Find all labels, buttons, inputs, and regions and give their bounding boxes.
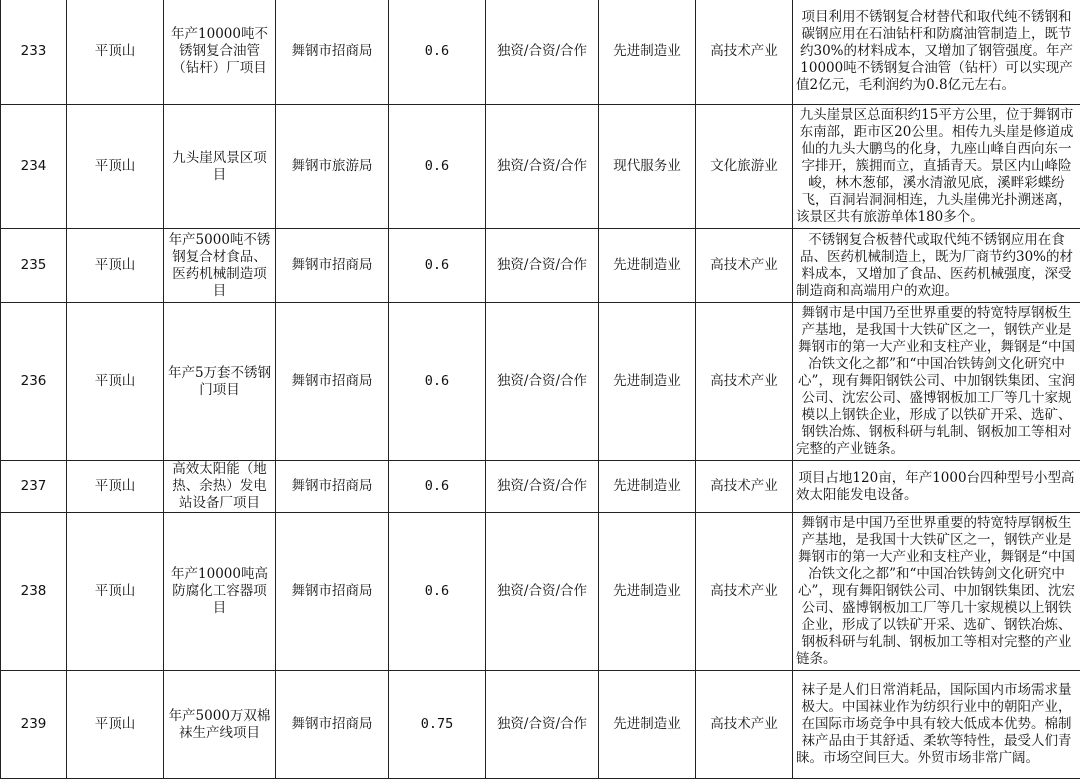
row-city: 平顶山 [67, 461, 164, 513]
row-amount: 0.75 [389, 671, 486, 779]
row-city: 平顶山 [67, 303, 164, 461]
row-sector: 先进制造业 [599, 671, 696, 779]
table-row [1, 303, 1080, 461]
row-amount: 0.6 [389, 105, 486, 229]
row-amount: 0.6 [389, 303, 486, 461]
table-row [1, 461, 1080, 513]
row-project-name: 高效太阳能（地热、余热）发电站设备厂项目 [164, 461, 276, 513]
row-category: 文化旅游业 [696, 105, 793, 229]
row-sector: 先进制造业 [599, 513, 696, 671]
row-department: 舞钢市招商局 [276, 229, 389, 303]
row-project-name: 九头崖风景区项目 [164, 105, 276, 229]
row-sector: 现代服务业 [599, 105, 696, 229]
row-project-name: 年产10000吨不锈钢复合油管（钻杆）厂项目 [164, 0, 276, 105]
row-cooperation-mode: 独资/合资/合作 [486, 229, 599, 303]
row-city: 平顶山 [67, 105, 164, 229]
row-department: 舞钢市招商局 [276, 671, 389, 779]
row-category: 高技术产业 [696, 513, 793, 671]
row-cooperation-mode: 独资/合资/合作 [486, 303, 599, 461]
row-department: 舞钢市招商局 [276, 461, 389, 513]
row-description: 项目占地120亩，年产1000台四种型号小型高效太阳能发电设备。 [793, 461, 1080, 513]
row-sector: 先进制造业 [599, 229, 696, 303]
row-description: 项目利用不锈钢复合材替代和取代纯不锈钢和碳钢应用在石油钻杆和防腐油管制造上，既节约30%的材料成本，又增加了钢管强度。年产10000吨不锈钢复合油管（钻杆）可以实现产值2亿元，毛利润约为0.8亿元左右。 [793, 0, 1080, 105]
table-row [1, 229, 1080, 303]
row-category: 高技术产业 [696, 303, 793, 461]
row-amount: 0.6 [389, 513, 486, 671]
row-id: 234 [1, 105, 67, 229]
row-category: 高技术产业 [696, 0, 793, 105]
row-cooperation-mode: 独资/合资/合作 [486, 0, 599, 105]
row-city: 平顶山 [67, 229, 164, 303]
row-cooperation-mode: 独资/合资/合作 [486, 671, 599, 779]
row-amount: 0.6 [389, 229, 486, 303]
row-id: 237 [1, 461, 67, 513]
table-row [1, 0, 1080, 105]
row-sector: 先进制造业 [599, 461, 696, 513]
row-category: 高技术产业 [696, 229, 793, 303]
row-cooperation-mode: 独资/合资/合作 [486, 513, 599, 671]
row-city: 平顶山 [67, 671, 164, 779]
row-description: 舞钢市是中国乃至世界重要的特宽特厚钢板生产基地，是我国十大铁矿区之一，钢铁产业是舞钢市的第一大产业和支柱产业，舞钢是“中国冶铁文化之都”和“中国冶铁铸剑文化研究中心”，现有舞阳钢铁公司、中加钢铁集团、宝润公司、沈宏公司、盛博钢板加工厂等几十家规模以上钢铁企业，形成了以铁矿开采、选矿、钢铁冶炼、钢板科研与轧制、钢板加工等相对完整的产业链条。 [793, 303, 1080, 461]
row-cooperation-mode: 独资/合资/合作 [486, 105, 599, 229]
row-category: 高技术产业 [696, 671, 793, 779]
row-project-name: 年产10000吨高防腐化工容器项目 [164, 513, 276, 671]
row-category: 高技术产业 [696, 461, 793, 513]
row-project-name: 年产5000吨不锈钢复合材食品、医药机械制造项目 [164, 229, 276, 303]
row-department: 舞钢市旅游局 [276, 105, 389, 229]
row-id: 238 [1, 513, 67, 671]
row-amount: 0.6 [389, 461, 486, 513]
row-id: 239 [1, 671, 67, 779]
row-city: 平顶山 [67, 0, 164, 105]
row-id: 236 [1, 303, 67, 461]
row-description: 袜子是人们日常消耗品，国际国内市场需求量极大。中国袜业作为纺织行业中的朝阳产业，在国际市场竞争中具有较大低成本优势。棉制袜产品由于其舒适、柔软等特性，最受人们青睐。市场空间巨大。外贸市场非常广阔。 [793, 671, 1080, 779]
row-project-name: 年产5万套不锈钢门项目 [164, 303, 276, 461]
row-department: 舞钢市招商局 [276, 0, 389, 105]
row-amount: 0.6 [389, 0, 486, 105]
row-id: 233 [1, 0, 67, 105]
row-description: 舞钢市是中国乃至世界重要的特宽特厚钢板生产基地，是我国十大铁矿区之一，钢铁产业是舞钢市的第一大产业和支柱产业，舞钢是“中国冶铁文化之都”和“中国冶铁铸剑文化研究中心”，现有舞阳钢铁公司、中加钢铁集团、沈宏公司、盛博钢板加工厂等几十家规模以上钢铁企业，形成了以铁矿开采、选矿、钢铁冶炼、钢板科研与轧制、钢板加工等相对完整的产业链条。 [793, 513, 1080, 671]
row-description: 不锈钢复合板替代或取代纯不锈钢应用在食品、医药机械制造上，既为厂商节约30%的材料成本，又增加了食品、医药机械强度，深受制造商和高端用户的欢迎。 [793, 229, 1080, 303]
row-cooperation-mode: 独资/合资/合作 [486, 461, 599, 513]
row-id: 235 [1, 229, 67, 303]
row-department: 舞钢市招商局 [276, 303, 389, 461]
row-department: 舞钢市招商局 [276, 513, 389, 671]
table-row [1, 105, 1080, 229]
table-row [1, 513, 1080, 671]
row-project-name: 年产5000万双棉袜生产线项目 [164, 671, 276, 779]
row-description: 九头崖景区总面积约15平方公里，位于舞钢市东南部，距市区20公里。相传九头崖是修道成仙的九头大鹏鸟的化身，九座山峰自西向东一字排开，簇拥而立，直插青天。景区内山峰险峻，林木葱郁，溪水清澈见底，溪畔彩蝶纷飞，百洞岩洞洞相连，九头崖佛光扑溯迷离，该景区共有旅游单体180多个。 [793, 105, 1080, 229]
table-row [1, 671, 1080, 779]
row-sector: 先进制造业 [599, 303, 696, 461]
row-sector: 先进制造业 [599, 0, 696, 105]
row-city: 平顶山 [67, 513, 164, 671]
